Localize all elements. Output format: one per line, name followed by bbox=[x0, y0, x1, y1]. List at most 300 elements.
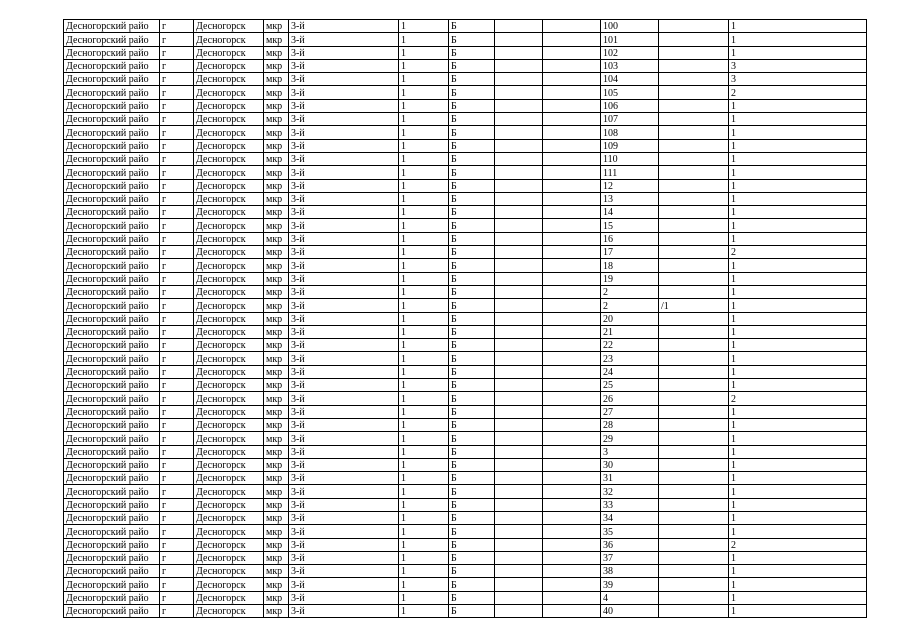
district-cell: Десногорский райо bbox=[64, 392, 160, 405]
letter-cell: Б bbox=[449, 405, 495, 418]
street-cell: 3-й bbox=[289, 20, 399, 33]
table-row bbox=[64, 73, 867, 86]
number-cell: 1 bbox=[399, 445, 449, 458]
count-cell: 1 bbox=[729, 152, 867, 165]
house-cell: 40 bbox=[601, 605, 659, 618]
district-cell: Десногорский райо bbox=[64, 605, 160, 618]
table-row bbox=[64, 352, 867, 365]
district-cell: Десногорский райо bbox=[64, 485, 160, 498]
table-row bbox=[64, 206, 867, 219]
city-cell: Десногорск bbox=[194, 46, 264, 59]
street-cell: 3-й bbox=[289, 285, 399, 298]
letter-cell: Б bbox=[449, 113, 495, 126]
street-cell: 3-й bbox=[289, 551, 399, 564]
street-cell: 3-й bbox=[289, 46, 399, 59]
letter-cell: Б bbox=[449, 498, 495, 511]
number-cell: 1 bbox=[399, 299, 449, 312]
street-cell: 3-й bbox=[289, 432, 399, 445]
count-cell: 1 bbox=[729, 166, 867, 179]
table-row bbox=[64, 86, 867, 99]
city-type-cell: г bbox=[160, 418, 194, 431]
district-cell: Десногорский райо bbox=[64, 525, 160, 538]
district-cell: Десногорский райо bbox=[64, 192, 160, 205]
house-cell: 13 bbox=[601, 192, 659, 205]
letter-cell: Б bbox=[449, 299, 495, 312]
street-type-cell: мкр bbox=[264, 578, 289, 591]
street-type-cell: мкр bbox=[264, 379, 289, 392]
suffix-cell bbox=[659, 605, 729, 618]
table-row bbox=[64, 126, 867, 139]
street-type-cell: мкр bbox=[264, 392, 289, 405]
suffix-cell bbox=[659, 86, 729, 99]
number-cell: 1 bbox=[399, 432, 449, 445]
empty-cell bbox=[495, 538, 543, 551]
number-cell: 1 bbox=[399, 219, 449, 232]
count-cell: 1 bbox=[729, 139, 867, 152]
suffix-cell bbox=[659, 59, 729, 72]
count-cell: 1 bbox=[729, 578, 867, 591]
empty-cell bbox=[495, 59, 543, 72]
city-type-cell: г bbox=[160, 312, 194, 325]
suffix-cell bbox=[659, 219, 729, 232]
number-cell: 1 bbox=[399, 179, 449, 192]
city-type-cell: г bbox=[160, 285, 194, 298]
house-cell: 17 bbox=[601, 246, 659, 259]
empty-cell bbox=[543, 20, 601, 33]
table-row bbox=[64, 578, 867, 591]
street-type-cell: мкр bbox=[264, 232, 289, 245]
number-cell: 1 bbox=[399, 312, 449, 325]
street-cell: 3-й bbox=[289, 152, 399, 165]
number-cell: 1 bbox=[399, 538, 449, 551]
city-cell: Десногорск bbox=[194, 551, 264, 564]
letter-cell: Б bbox=[449, 86, 495, 99]
street-type-cell: мкр bbox=[264, 33, 289, 46]
number-cell: 1 bbox=[399, 325, 449, 338]
empty-cell bbox=[543, 46, 601, 59]
letter-cell: Б bbox=[449, 46, 495, 59]
letter-cell: Б bbox=[449, 166, 495, 179]
letter-cell: Б bbox=[449, 219, 495, 232]
city-cell: Десногорск bbox=[194, 605, 264, 618]
count-cell: 1 bbox=[729, 352, 867, 365]
city-type-cell: г bbox=[160, 352, 194, 365]
letter-cell: Б bbox=[449, 472, 495, 485]
city-cell: Десногорск bbox=[194, 20, 264, 33]
district-cell: Десногорский райо bbox=[64, 445, 160, 458]
letter-cell: Б bbox=[449, 565, 495, 578]
empty-cell bbox=[495, 73, 543, 86]
district-cell: Десногорский райо bbox=[64, 312, 160, 325]
city-cell: Десногорск bbox=[194, 152, 264, 165]
street-type-cell: мкр bbox=[264, 472, 289, 485]
letter-cell: Б bbox=[449, 551, 495, 564]
count-cell: 1 bbox=[729, 418, 867, 431]
city-type-cell: г bbox=[160, 605, 194, 618]
district-cell: Десногорский райо bbox=[64, 166, 160, 179]
street-type-cell: мкр bbox=[264, 73, 289, 86]
count-cell: 1 bbox=[729, 113, 867, 126]
letter-cell: Б bbox=[449, 152, 495, 165]
street-type-cell: мкр bbox=[264, 59, 289, 72]
empty-cell bbox=[495, 445, 543, 458]
district-cell: Десногорский райо bbox=[64, 113, 160, 126]
city-type-cell: г bbox=[160, 73, 194, 86]
empty-cell bbox=[495, 206, 543, 219]
suffix-cell bbox=[659, 325, 729, 338]
suffix-cell bbox=[659, 365, 729, 378]
empty-cell bbox=[495, 525, 543, 538]
city-cell: Десногорск bbox=[194, 578, 264, 591]
street-type-cell: мкр bbox=[264, 511, 289, 524]
city-type-cell: г bbox=[160, 259, 194, 272]
city-cell: Десногорск bbox=[194, 352, 264, 365]
number-cell: 1 bbox=[399, 551, 449, 564]
count-cell: 1 bbox=[729, 33, 867, 46]
house-cell: 107 bbox=[601, 113, 659, 126]
table-row bbox=[64, 605, 867, 618]
city-cell: Десногорск bbox=[194, 565, 264, 578]
number-cell: 1 bbox=[399, 166, 449, 179]
district-cell: Десногорский райо bbox=[64, 405, 160, 418]
city-type-cell: г bbox=[160, 179, 194, 192]
city-cell: Десногорск bbox=[194, 59, 264, 72]
district-cell: Десногорский райо bbox=[64, 126, 160, 139]
district-cell: Десногорский райо bbox=[64, 511, 160, 524]
street-type-cell: мкр bbox=[264, 219, 289, 232]
count-cell: 1 bbox=[729, 445, 867, 458]
street-cell: 3-й bbox=[289, 525, 399, 538]
city-type-cell: г bbox=[160, 445, 194, 458]
city-type-cell: г bbox=[160, 113, 194, 126]
table-row bbox=[64, 59, 867, 72]
suffix-cell bbox=[659, 232, 729, 245]
empty-cell bbox=[495, 591, 543, 604]
suffix-cell bbox=[659, 498, 729, 511]
empty-cell bbox=[495, 379, 543, 392]
city-cell: Десногорск bbox=[194, 525, 264, 538]
empty-cell bbox=[543, 498, 601, 511]
street-cell: 3-й bbox=[289, 352, 399, 365]
street-cell: 3-й bbox=[289, 445, 399, 458]
city-type-cell: г bbox=[160, 392, 194, 405]
empty-cell bbox=[495, 126, 543, 139]
city-cell: Десногорск bbox=[194, 365, 264, 378]
empty-cell bbox=[495, 192, 543, 205]
city-cell: Десногорск bbox=[194, 511, 264, 524]
count-cell: 1 bbox=[729, 458, 867, 471]
empty-cell bbox=[543, 33, 601, 46]
street-cell: 3-й bbox=[289, 272, 399, 285]
number-cell: 1 bbox=[399, 259, 449, 272]
table-row bbox=[64, 379, 867, 392]
address-table bbox=[63, 19, 867, 618]
suffix-cell bbox=[659, 20, 729, 33]
empty-cell bbox=[495, 33, 543, 46]
street-type-cell: мкр bbox=[264, 485, 289, 498]
count-cell: 1 bbox=[729, 299, 867, 312]
empty-cell bbox=[543, 259, 601, 272]
suffix-cell bbox=[659, 578, 729, 591]
count-cell: 1 bbox=[729, 339, 867, 352]
table-row bbox=[64, 46, 867, 59]
house-cell: 104 bbox=[601, 73, 659, 86]
street-type-cell: мкр bbox=[264, 139, 289, 152]
empty-cell bbox=[543, 418, 601, 431]
empty-cell bbox=[495, 392, 543, 405]
street-type-cell: мкр bbox=[264, 591, 289, 604]
street-cell: 3-й bbox=[289, 365, 399, 378]
letter-cell: Б bbox=[449, 73, 495, 86]
empty-cell bbox=[495, 405, 543, 418]
empty-cell bbox=[543, 352, 601, 365]
district-cell: Десногорский райо bbox=[64, 73, 160, 86]
number-cell: 1 bbox=[399, 365, 449, 378]
district-cell: Десногорский райо bbox=[64, 285, 160, 298]
number-cell: 1 bbox=[399, 285, 449, 298]
number-cell: 1 bbox=[399, 126, 449, 139]
letter-cell: Б bbox=[449, 192, 495, 205]
letter-cell: Б bbox=[449, 605, 495, 618]
letter-cell: Б bbox=[449, 272, 495, 285]
city-type-cell: г bbox=[160, 139, 194, 152]
city-type-cell: г bbox=[160, 126, 194, 139]
city-type-cell: г bbox=[160, 33, 194, 46]
empty-cell bbox=[495, 605, 543, 618]
number-cell: 1 bbox=[399, 352, 449, 365]
street-cell: 3-й bbox=[289, 379, 399, 392]
house-cell: 3 bbox=[601, 445, 659, 458]
house-cell: 28 bbox=[601, 418, 659, 431]
street-cell: 3-й bbox=[289, 246, 399, 259]
number-cell: 1 bbox=[399, 152, 449, 165]
street-cell: 3-й bbox=[289, 139, 399, 152]
suffix-cell bbox=[659, 152, 729, 165]
empty-cell bbox=[495, 259, 543, 272]
table-row bbox=[64, 20, 867, 33]
street-type-cell: мкр bbox=[264, 458, 289, 471]
number-cell: 1 bbox=[399, 498, 449, 511]
number-cell: 1 bbox=[399, 525, 449, 538]
suffix-cell bbox=[659, 259, 729, 272]
empty-cell bbox=[543, 591, 601, 604]
house-cell: 18 bbox=[601, 259, 659, 272]
suffix-cell bbox=[659, 538, 729, 551]
district-cell: Десногорский райо bbox=[64, 59, 160, 72]
house-cell: 27 bbox=[601, 405, 659, 418]
city-cell: Десногорск bbox=[194, 392, 264, 405]
street-type-cell: мкр bbox=[264, 565, 289, 578]
house-cell: 103 bbox=[601, 59, 659, 72]
empty-cell bbox=[495, 285, 543, 298]
house-cell: 106 bbox=[601, 99, 659, 112]
street-type-cell: мкр bbox=[264, 86, 289, 99]
street-type-cell: мкр bbox=[264, 285, 289, 298]
empty-cell bbox=[543, 179, 601, 192]
number-cell: 1 bbox=[399, 339, 449, 352]
district-cell: Десногорский райо bbox=[64, 86, 160, 99]
district-cell: Десногорский райо bbox=[64, 551, 160, 564]
street-type-cell: мкр bbox=[264, 445, 289, 458]
city-cell: Десногорск bbox=[194, 206, 264, 219]
empty-cell bbox=[495, 179, 543, 192]
suffix-cell bbox=[659, 472, 729, 485]
district-cell: Десногорский райо bbox=[64, 458, 160, 471]
letter-cell: Б bbox=[449, 458, 495, 471]
house-cell: 4 bbox=[601, 591, 659, 604]
street-cell: 3-й bbox=[289, 232, 399, 245]
house-cell: 19 bbox=[601, 272, 659, 285]
city-cell: Десногорск bbox=[194, 591, 264, 604]
house-cell: 12 bbox=[601, 179, 659, 192]
table-row bbox=[64, 525, 867, 538]
empty-cell bbox=[543, 285, 601, 298]
city-cell: Десногорск bbox=[194, 139, 264, 152]
district-cell: Десногорский райо bbox=[64, 99, 160, 112]
district-cell: Десногорский райо bbox=[64, 565, 160, 578]
table-row bbox=[64, 538, 867, 551]
empty-cell bbox=[495, 312, 543, 325]
number-cell: 1 bbox=[399, 379, 449, 392]
table-row bbox=[64, 33, 867, 46]
empty-cell bbox=[543, 445, 601, 458]
street-cell: 3-й bbox=[289, 418, 399, 431]
count-cell: 2 bbox=[729, 246, 867, 259]
street-cell: 3-й bbox=[289, 392, 399, 405]
street-type-cell: мкр bbox=[264, 299, 289, 312]
house-cell: 38 bbox=[601, 565, 659, 578]
table-row bbox=[64, 365, 867, 378]
empty-cell bbox=[495, 46, 543, 59]
city-cell: Десногорск bbox=[194, 445, 264, 458]
letter-cell: Б bbox=[449, 525, 495, 538]
number-cell: 1 bbox=[399, 192, 449, 205]
number-cell: 1 bbox=[399, 405, 449, 418]
suffix-cell bbox=[659, 405, 729, 418]
suffix-cell bbox=[659, 418, 729, 431]
empty-cell bbox=[543, 299, 601, 312]
city-cell: Десногорск bbox=[194, 86, 264, 99]
table-row bbox=[64, 591, 867, 604]
letter-cell: Б bbox=[449, 538, 495, 551]
street-type-cell: мкр bbox=[264, 246, 289, 259]
district-cell: Десногорский райо bbox=[64, 498, 160, 511]
street-cell: 3-й bbox=[289, 498, 399, 511]
empty-cell bbox=[495, 166, 543, 179]
suffix-cell bbox=[659, 206, 729, 219]
count-cell: 3 bbox=[729, 73, 867, 86]
count-cell: 2 bbox=[729, 86, 867, 99]
house-cell: 105 bbox=[601, 86, 659, 99]
empty-cell bbox=[543, 538, 601, 551]
street-cell: 3-й bbox=[289, 192, 399, 205]
street-type-cell: мкр bbox=[264, 46, 289, 59]
district-cell: Десногорский райо bbox=[64, 232, 160, 245]
empty-cell bbox=[543, 605, 601, 618]
letter-cell: Б bbox=[449, 246, 495, 259]
street-type-cell: мкр bbox=[264, 272, 289, 285]
street-cell: 3-й bbox=[289, 99, 399, 112]
count-cell: 1 bbox=[729, 591, 867, 604]
city-cell: Десногорск bbox=[194, 73, 264, 86]
suffix-cell bbox=[659, 511, 729, 524]
city-cell: Десногорск bbox=[194, 339, 264, 352]
letter-cell: Б bbox=[449, 232, 495, 245]
letter-cell: Б bbox=[449, 418, 495, 431]
empty-cell bbox=[495, 365, 543, 378]
count-cell: 1 bbox=[729, 99, 867, 112]
table-row bbox=[64, 272, 867, 285]
count-cell: 1 bbox=[729, 206, 867, 219]
empty-cell bbox=[543, 192, 601, 205]
street-cell: 3-й bbox=[289, 59, 399, 72]
count-cell: 1 bbox=[729, 498, 867, 511]
suffix-cell bbox=[659, 379, 729, 392]
house-cell: 29 bbox=[601, 432, 659, 445]
empty-cell bbox=[495, 219, 543, 232]
district-cell: Десногорский райо bbox=[64, 578, 160, 591]
letter-cell: Б bbox=[449, 99, 495, 112]
letter-cell: Б bbox=[449, 379, 495, 392]
empty-cell bbox=[495, 339, 543, 352]
district-cell: Десногорский райо bbox=[64, 46, 160, 59]
empty-cell bbox=[495, 352, 543, 365]
district-cell: Десногорский райо bbox=[64, 418, 160, 431]
suffix-cell bbox=[659, 139, 729, 152]
street-type-cell: мкр bbox=[264, 325, 289, 338]
house-cell: 31 bbox=[601, 472, 659, 485]
suffix-cell bbox=[659, 392, 729, 405]
city-type-cell: г bbox=[160, 379, 194, 392]
number-cell: 1 bbox=[399, 272, 449, 285]
empty-cell bbox=[495, 152, 543, 165]
street-cell: 3-й bbox=[289, 73, 399, 86]
house-cell: 2 bbox=[601, 299, 659, 312]
district-cell: Десногорский райо bbox=[64, 20, 160, 33]
empty-cell bbox=[495, 246, 543, 259]
street-cell: 3-й bbox=[289, 179, 399, 192]
table-row bbox=[64, 432, 867, 445]
number-cell: 1 bbox=[399, 73, 449, 86]
city-type-cell: г bbox=[160, 538, 194, 551]
city-type-cell: г bbox=[160, 405, 194, 418]
letter-cell: Б bbox=[449, 339, 495, 352]
empty-cell bbox=[495, 458, 543, 471]
street-type-cell: мкр bbox=[264, 498, 289, 511]
city-type-cell: г bbox=[160, 20, 194, 33]
table-row bbox=[64, 139, 867, 152]
letter-cell: Б bbox=[449, 126, 495, 139]
city-type-cell: г bbox=[160, 59, 194, 72]
street-cell: 3-й bbox=[289, 33, 399, 46]
street-type-cell: мкр bbox=[264, 525, 289, 538]
empty-cell bbox=[495, 20, 543, 33]
street-type-cell: мкр bbox=[264, 179, 289, 192]
city-cell: Десногорск bbox=[194, 166, 264, 179]
letter-cell: Б bbox=[449, 511, 495, 524]
district-cell: Десногорский райо bbox=[64, 538, 160, 551]
house-cell: 14 bbox=[601, 206, 659, 219]
empty-cell bbox=[543, 432, 601, 445]
street-type-cell: мкр bbox=[264, 551, 289, 564]
house-cell: 101 bbox=[601, 33, 659, 46]
table-row bbox=[64, 445, 867, 458]
house-cell: 22 bbox=[601, 339, 659, 352]
table-row bbox=[64, 192, 867, 205]
count-cell: 1 bbox=[729, 432, 867, 445]
table-row bbox=[64, 565, 867, 578]
house-cell: 110 bbox=[601, 152, 659, 165]
